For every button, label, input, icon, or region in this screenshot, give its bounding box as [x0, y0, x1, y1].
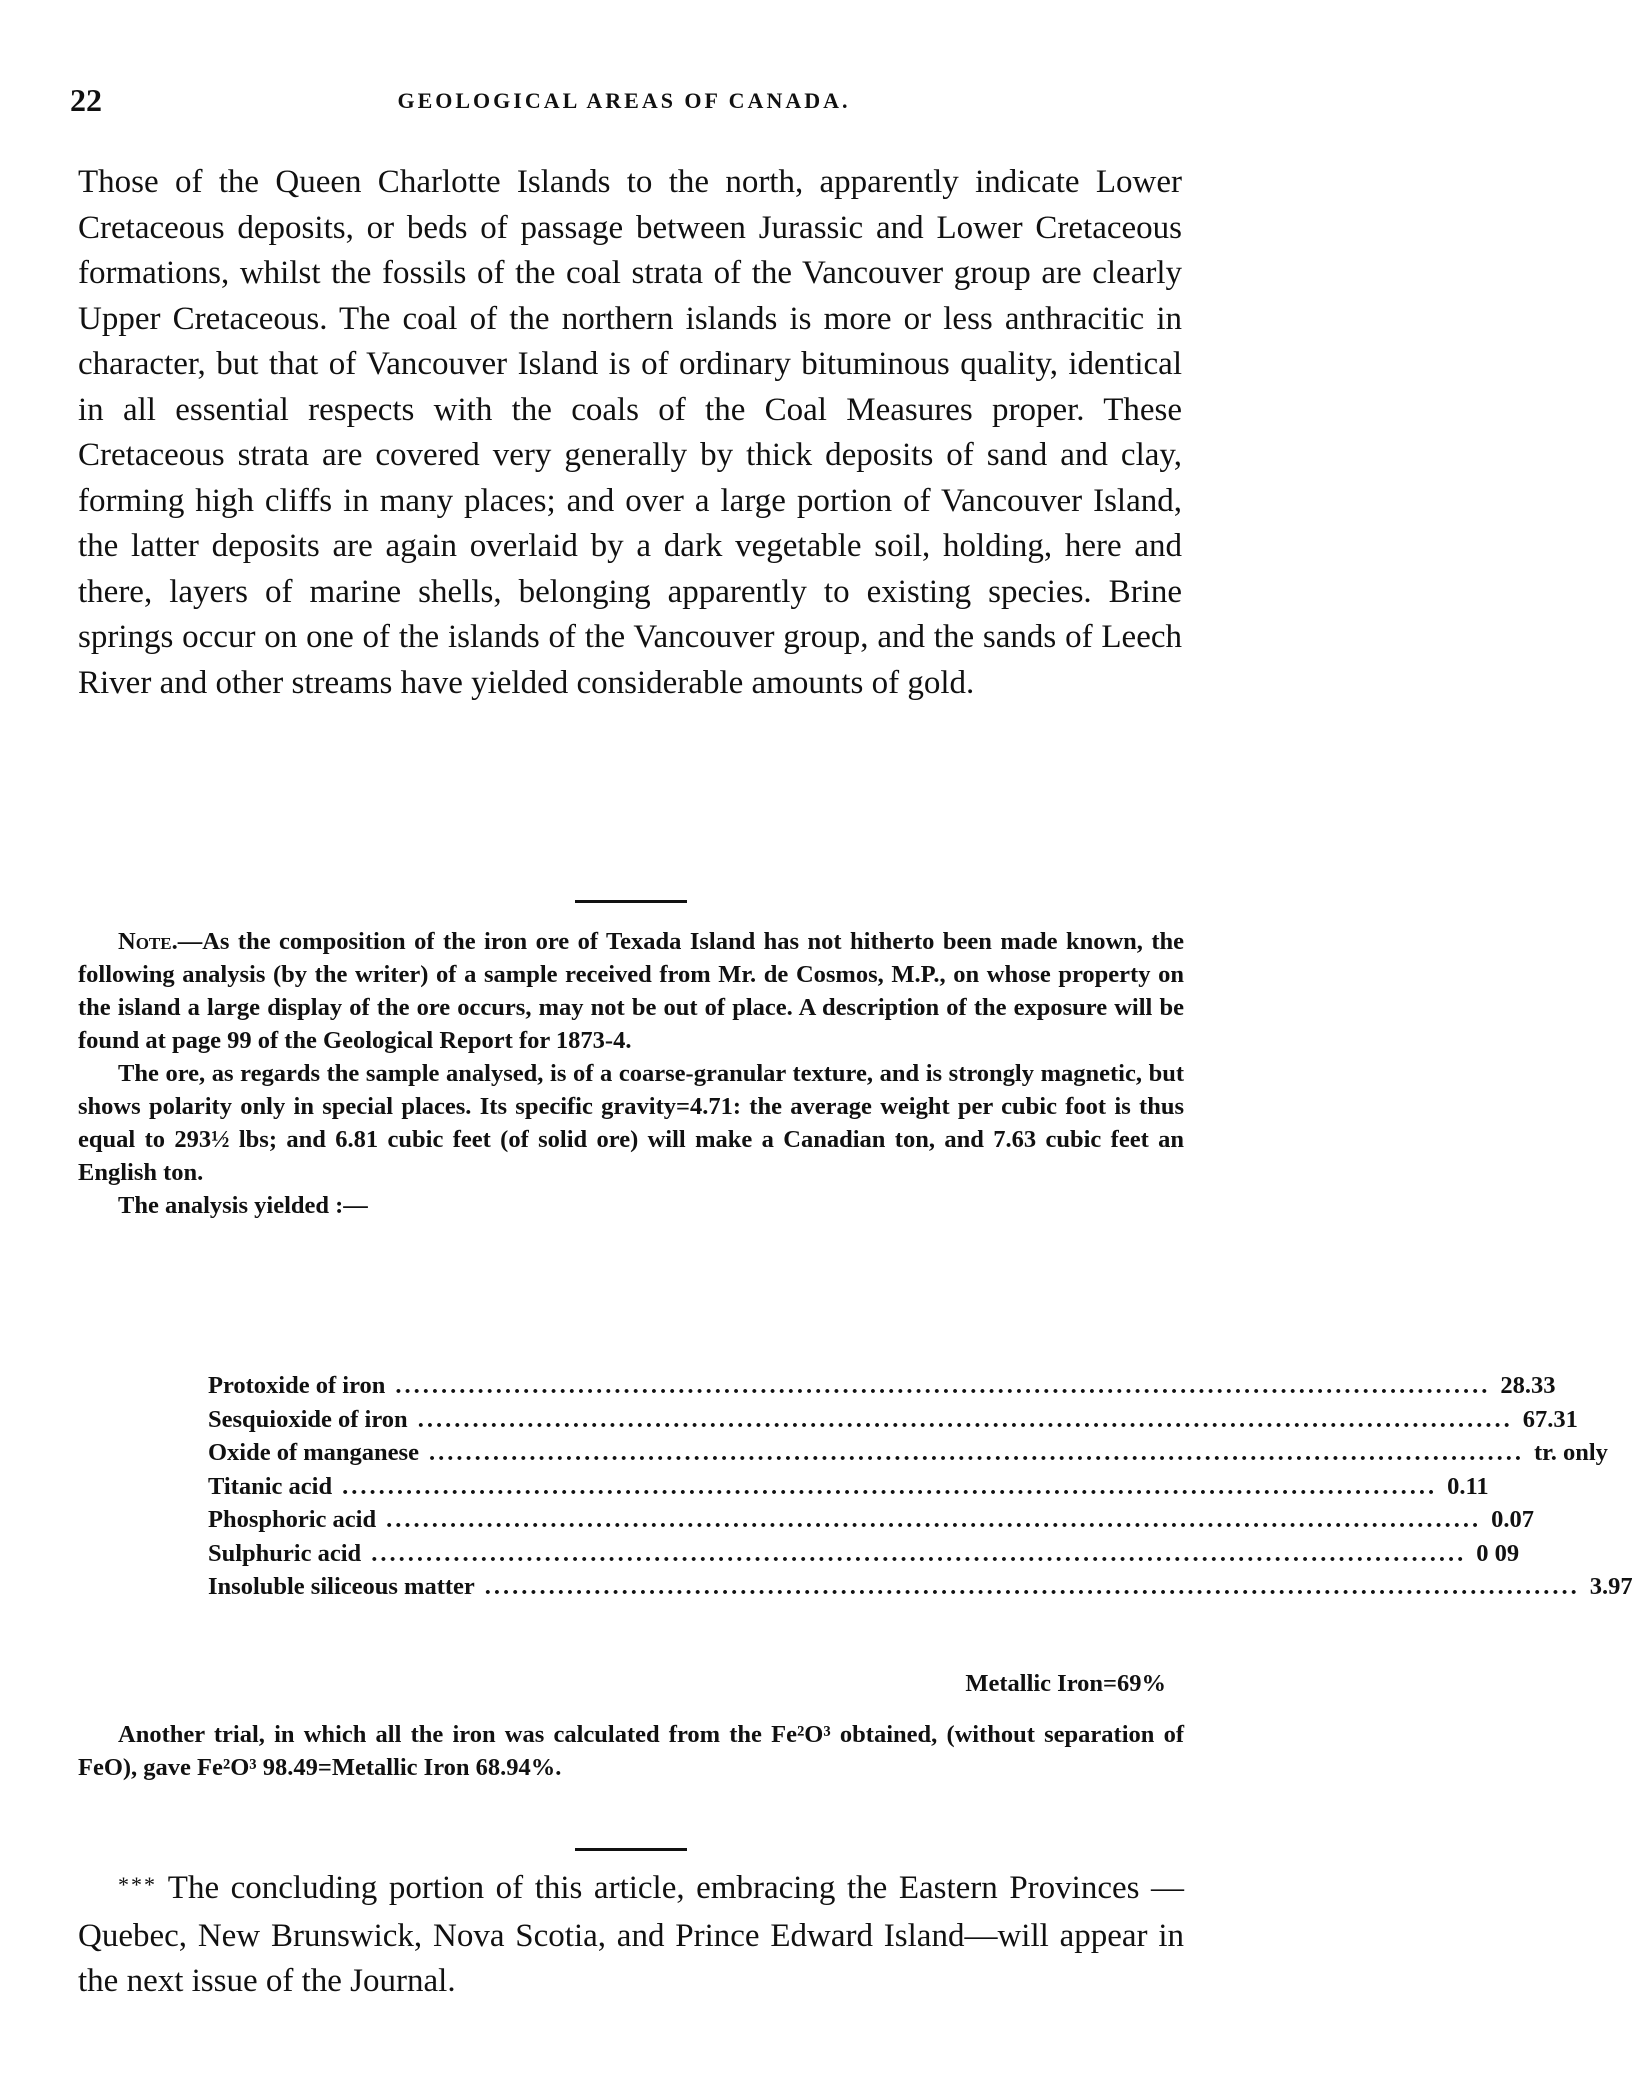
analysis-row [208, 1539, 1520, 1574]
analysis-value: 0.11 [1447, 1472, 1489, 1500]
note-label: Note. [118, 928, 178, 955]
analysis-intro: The analysis yielded :— [118, 1192, 368, 1219]
main-paragraph: Those of the Queen Charlotte Islands to the north, apparently indicate Lower Cretaceous deposits, or beds of passage between Jurassic and Lower Cretaceous formations, whilst the fossils of the coal strata of the Vancouver group are clearly Upper Cretaceous. The coal of the northern islands is more or less anthracitic in character, but that of Vancouver Island is of ordinary bituminous quality, identical in all essential respects with the coals of the Coal Measures proper. These Cretaceous strata are covered very generally by thick deposits of sand and clay, forming high cliffs in many places; and over a large portion of Vancouver Island, the latter deposits are again overlaid by a dark vegetable soil, holding, here and there, layers of marine shells, belonging apparently to existing species. Brine springs occur on one of the islands of the Vancouver group, and the sands of Leech River and other streams have yielded considerable amounts of gold. [78, 164, 1182, 701]
asterism: *** [118, 1872, 168, 1897]
leader-dots: ........................................................................................................................ [417, 1405, 1513, 1433]
analysis-label: Phosphoric acid [208, 1506, 377, 1533]
leader-dots: ........................................................................................................................ [484, 1573, 1580, 1600]
running-title: GEOLOGICAL AREAS OF CANADA. [397, 88, 851, 113]
analysis-label: Insoluble siliceous matter [208, 1573, 475, 1600]
leader-dots: ........................................................................................................................ [395, 1372, 1491, 1399]
analysis-row [208, 1405, 1578, 1440]
conclusion-text: The concluding portion of this article, embracing the Eastern Provinces — Quebec, New Brunswick, Nova Scotia, and Prince Edward Island—will appear in the next issue of the Journal. [78, 1870, 1185, 1999]
note-paragraph-2: The ore, as regards the sample analysed, is of a coarse-granular texture, and is strongly magnetic, but shows polarity only in special places. Its specific gravity=4.71: the average weight per cubic foot is thus equal to 293½ lbs; and 6.81 cubic feet (of solid ore) will make a Canadian ton, and 7.63 cubic feet an English ton. [78, 1060, 1184, 1186]
page-header [70, 82, 1178, 122]
analysis-table [208, 1372, 1633, 1607]
section-divider [575, 900, 687, 903]
analysis-value: tr. only [1533, 1439, 1608, 1466]
analysis-row [208, 1372, 1556, 1406]
note-text: —As the composition of the iron ore of Texada Island has not hitherto been made known, the following analysis (by the writer) of a sample received from Mr. de Cosmos, M.P., on whose property on the island a large display of the ore occurs, may not be out of place. A description of the exposure will be found at page 99 of the Geological Report for 1873-4. [78, 928, 1184, 1054]
analysis-value: 3.97 [1589, 1573, 1633, 1600]
analysis-value: 0.07 [1491, 1506, 1534, 1533]
analysis-label: Titanic acid [208, 1472, 333, 1500]
leader-dots: ........................................................................................................................ [386, 1506, 1482, 1533]
leader-dots: ........................................................................................................................ [428, 1439, 1524, 1466]
analysis-label: Sesquioxide of iron [208, 1405, 408, 1433]
leader-dots: ........................................................................................................................ [342, 1472, 1438, 1500]
analysis-label: Oxide of manganese [208, 1439, 419, 1466]
page-number: 22 [70, 82, 102, 118]
another-trial-text: Another trial, in which all the iron was calculated from the Fe²O³ obtained, (without separation of FeO), gave Fe²O³ 98.49=Metallic Iron 68.94%. [78, 1721, 1184, 1781]
analysis-row [208, 1506, 1534, 1540]
analysis-row [208, 1472, 1489, 1507]
analysis-label: Protoxide of iron [208, 1372, 386, 1399]
another-trial [78, 1718, 1184, 1784]
note-section [78, 925, 1184, 1222]
analysis-value: 28.33 [1500, 1372, 1556, 1399]
metallic-iron-total: Metallic Iron=69% [965, 1670, 1166, 1697]
section-divider-2 [575, 1848, 687, 1851]
analysis-row [208, 1573, 1633, 1607]
analysis-value: 67.31 [1522, 1405, 1578, 1433]
analysis-label: Sulphuric acid [208, 1539, 362, 1567]
leader-dots: ........................................................................................................................ [371, 1539, 1467, 1567]
analysis-row [208, 1439, 1608, 1473]
analysis-value: 0 09 [1476, 1539, 1520, 1567]
conclusion-note [78, 1866, 1184, 2005]
